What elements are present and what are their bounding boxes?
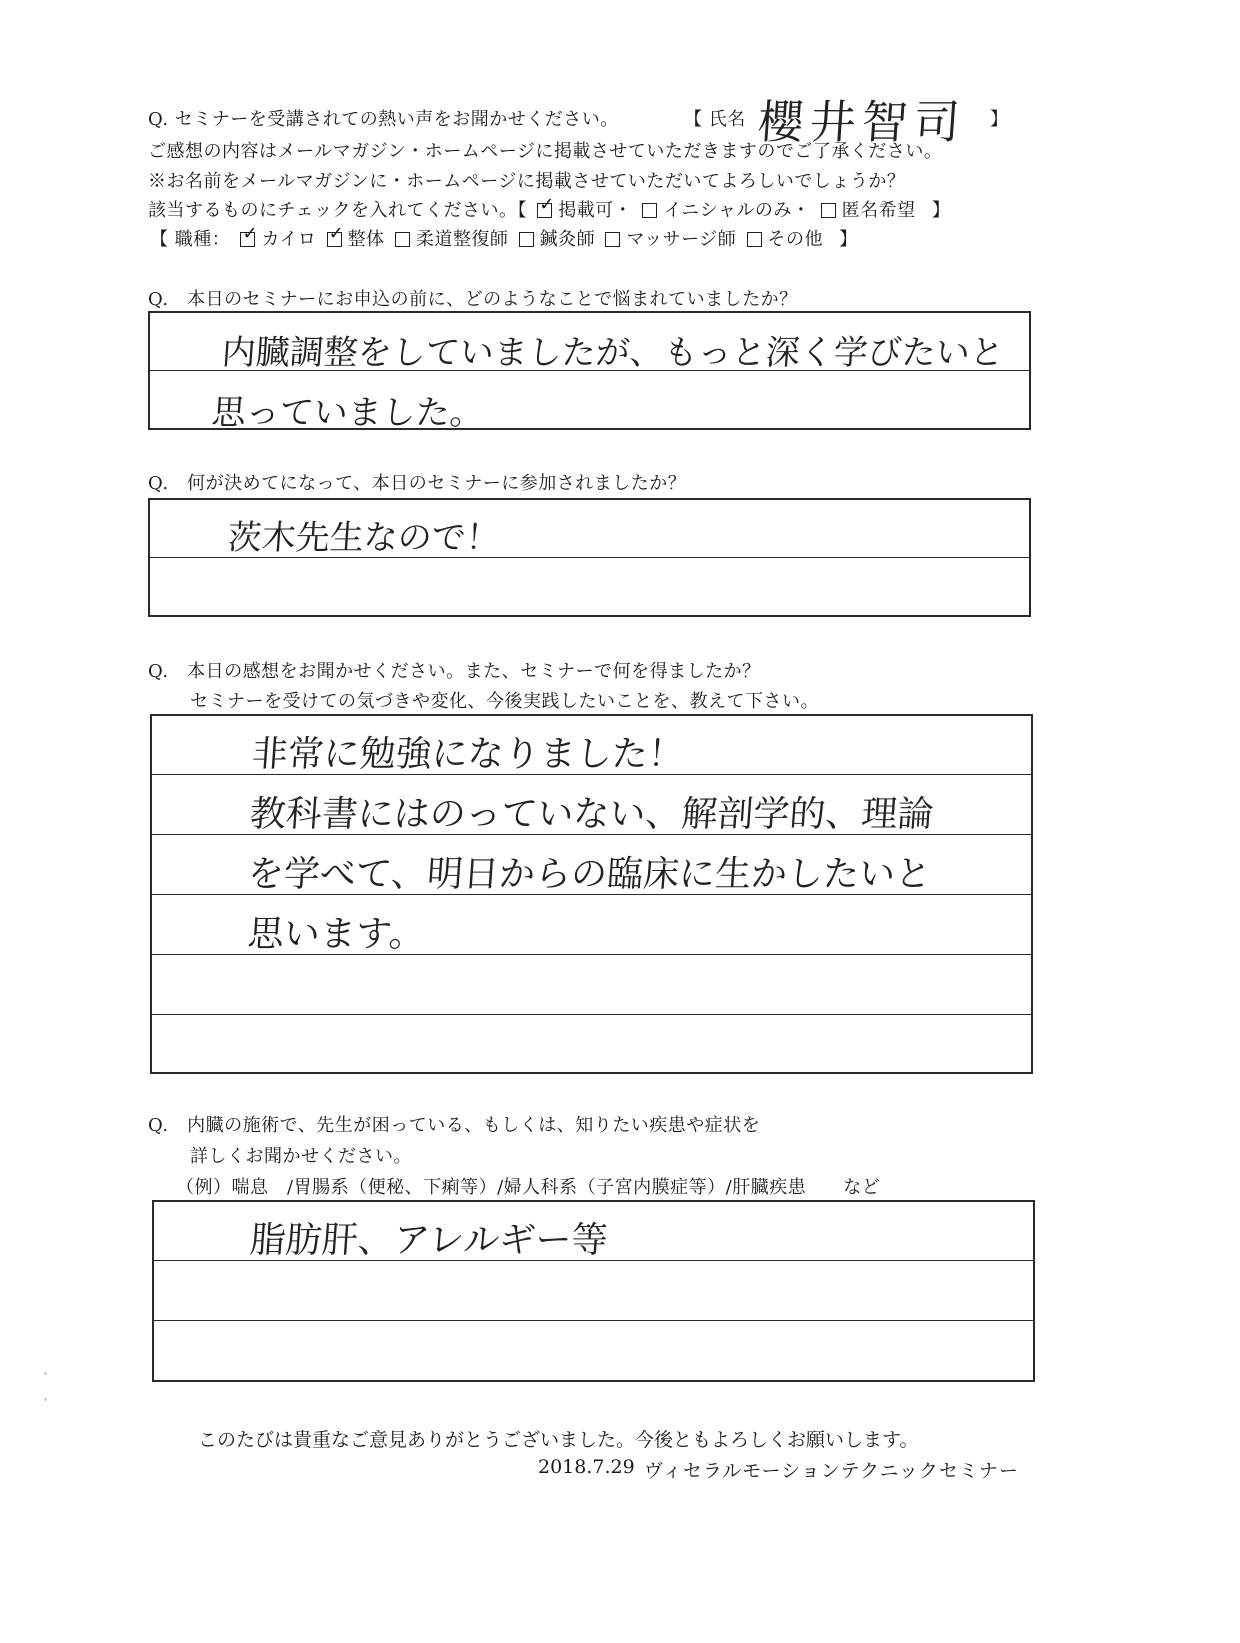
checkbox-massage[interactable]: [605, 232, 620, 247]
check-close: 】: [931, 200, 951, 221]
occupation-seitai-label: 整体: [347, 229, 385, 250]
name-label: 【 氏名: [684, 109, 746, 130]
anonymous-label: 匿名希望: [841, 200, 916, 221]
occupation-chiro-label: カイロ: [261, 229, 317, 250]
name-value: 櫻井智司: [755, 95, 968, 149]
check-prompt: 該当するものにチェックを入れてください。【: [148, 200, 527, 221]
q4-answer-box[interactable]: [152, 1200, 1035, 1382]
answer-line: [154, 1320, 1033, 1321]
initials-only-label: イニシャルのみ・: [663, 200, 811, 221]
publication-notice: ご感想の内容はメールマガジン・ホームページに掲載させていただきますのでご了承ください。: [148, 141, 943, 162]
checkbox-acupuncture[interactable]: [519, 232, 534, 247]
q4-answer-line-1: 脂肪肝、アレルギー等: [248, 1220, 609, 1261]
checkbox-judo[interactable]: [395, 232, 410, 247]
occupation-other-label: その他: [767, 229, 824, 250]
scan-mark: [44, 1398, 47, 1401]
checkbox-publish-ok[interactable]: [537, 203, 552, 218]
occupation-label: 【 職種：: [150, 229, 231, 250]
q3-answer-line-2: 教科書にはのっていない、解剖学的、理論: [248, 794, 935, 835]
occupation-massage-label: マッサージ師: [626, 229, 737, 250]
checkbox-chiro[interactable]: [240, 232, 255, 247]
q4-question-sub: 詳しくお聞かせください。: [190, 1146, 412, 1167]
checkbox-anonymous[interactable]: [821, 203, 836, 218]
q3-answer-box[interactable]: [150, 714, 1033, 1074]
q4-example: （例）喘息 /胃腸系（便秘、下痢等）/婦人科系（子宮内膜症等）/肝臓疾患 など: [176, 1177, 881, 1198]
thanks-message: このたびは貴重なご意見ありがとうございました。今後ともよろしくお願いします。: [198, 1429, 919, 1451]
q3-question-sub: セミナーを受けての気づきや変化、今後実践したいことを、教えて下さい。: [190, 691, 819, 712]
q4-question: Q. 内臓の施術で、先生が困っている、もしくは、知りたい疾患や症状を: [148, 1115, 761, 1136]
scan-mark: [44, 1372, 47, 1375]
occupation-acupuncture-label: 鍼灸師: [539, 229, 596, 250]
q3-question: Q. 本日の感想をお聞かせください。また、セミナーで何を得ましたか？: [148, 661, 761, 682]
occupation-row: [150, 230, 858, 250]
q1-answer-line-1: 内臓調整をしていましたが、もっと深く学びたいと: [220, 333, 1006, 373]
q2-answer-box[interactable]: [148, 498, 1031, 617]
checkbox-seitai[interactable]: [327, 232, 342, 247]
permission-question: ※お名前をメールマガジンに・ホームページに掲載させていただいてよろしいでしょうか？: [148, 171, 906, 192]
publish-ok-label: 掲載可・: [558, 200, 633, 221]
q2-question: Q. 何が決めてになって、本日のセミナーに参加されましたか？: [148, 473, 687, 494]
q1-answer-line-2: 思っていました。: [210, 393, 486, 433]
q3-answer-line-3: を学べて、明日からの臨床に生かしたいと: [246, 854, 933, 895]
main-question: Q. セミナーを受講されての熱い声をお聞かせください。: [148, 109, 619, 130]
publish-options-row: [148, 201, 950, 221]
q1-question: Q. 本日のセミナーにお申込の前に、どのようなことで悩まれていましたか？: [148, 289, 798, 310]
q3-answer-line-1: 非常に勉強になりました！: [250, 734, 686, 775]
checkbox-initials-only[interactable]: [642, 203, 657, 218]
answer-line: [152, 1014, 1031, 1015]
occupation-close: 】: [839, 229, 858, 250]
seminar-date: 2018.7.29: [538, 1456, 635, 1478]
q1-answer-box[interactable]: [148, 311, 1031, 433]
name-close: 】: [990, 109, 1009, 130]
occupation-judo-label: 柔道整復師: [415, 229, 509, 250]
seminar-name: ヴィセラルモーションテクニックセミナー: [644, 1460, 1019, 1482]
q2-answer-line-1: 茨木先生なので！: [226, 518, 502, 558]
checkbox-other[interactable]: [747, 232, 762, 247]
q3-answer-line-4: 思います。: [246, 914, 427, 955]
